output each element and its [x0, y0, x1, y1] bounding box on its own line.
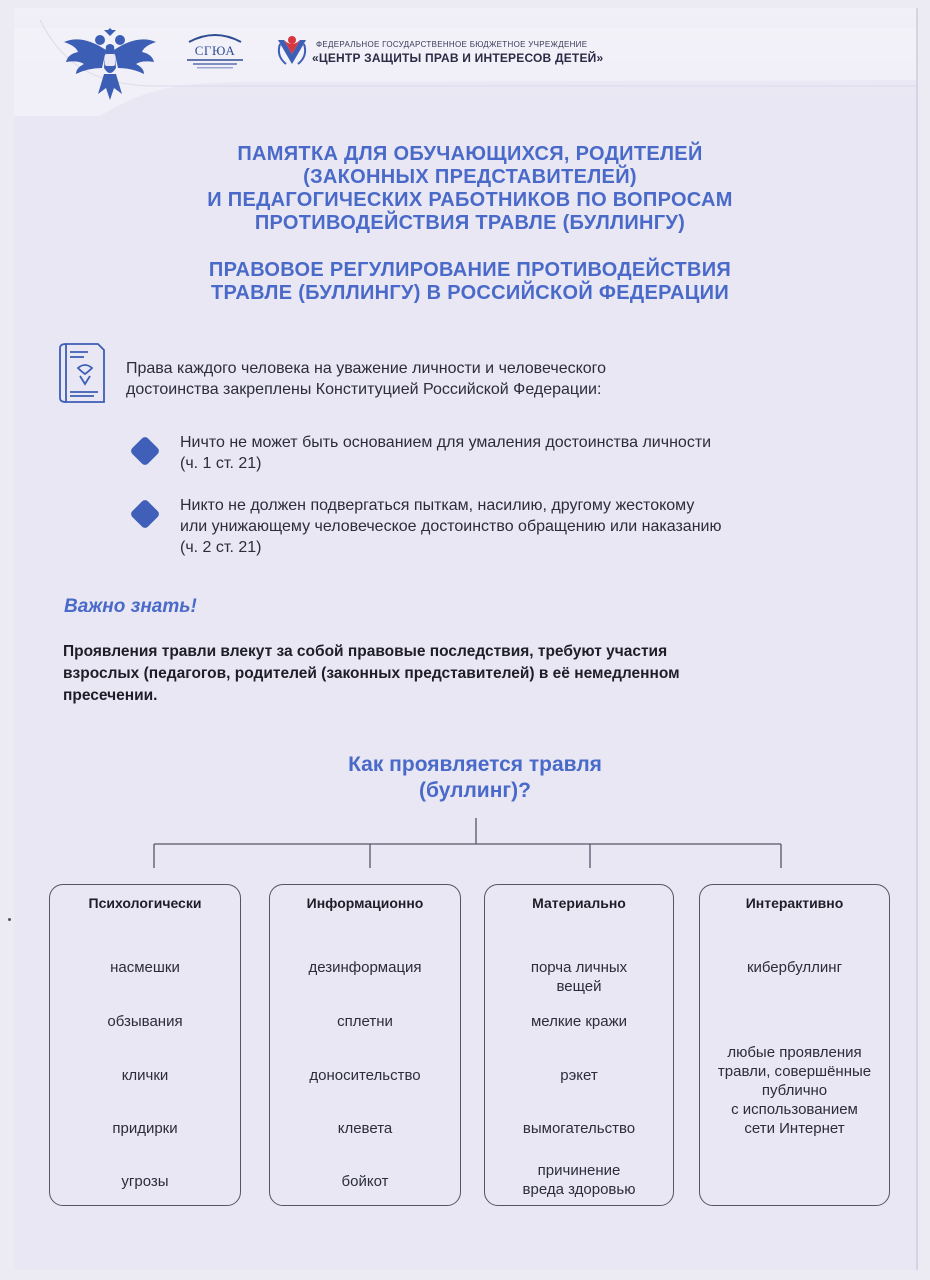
category-item: сплетни — [337, 1013, 393, 1030]
important-line: взрослых (педагогов, родителей (законных представителей) в её немедленном — [63, 665, 680, 682]
how-title-line: Как проявляется травля — [348, 753, 602, 776]
category-title: Информационно — [306, 895, 424, 911]
main-title-line: (ЗАКОННЫХ ПРЕДСТАВИТЕЛЕЙ) — [303, 166, 637, 188]
main-title-line: ПРОТИВОДЕЙСТВИЯ ТРАВЛЕ (БУЛЛИНГУ) — [254, 212, 686, 234]
bullet-line: Ничто не может быть основанием для умаления достоинства личности — [180, 434, 712, 451]
category-box-interactive — [699, 884, 890, 1206]
bullet-line: или унижающему человеческое достоинство обращению или наказанию — [180, 518, 722, 535]
category-item: клички — [121, 1067, 169, 1084]
bullet-text-2 — [180, 495, 840, 558]
sub-title — [120, 259, 820, 305]
category-item-line: вреда здоровью — [522, 1181, 636, 1198]
sgua-logo — [183, 30, 247, 70]
category-item — [485, 1161, 673, 1199]
category-item: обзывания — [107, 1013, 183, 1030]
category-item: клевета — [337, 1120, 393, 1137]
main-title-line: И ПЕДАГОГИЧЕСКИХ РАБОТНИКОВ ПО ВОПРОСАМ — [207, 189, 733, 211]
category-title: Материально — [532, 895, 626, 911]
scan-speck — [8, 918, 11, 921]
bullet-line: Никто не должен подвергаться пыткам, насилию, другому жестокому — [180, 497, 695, 514]
sgua-logo-text: СГЮА — [194, 43, 236, 58]
category-item-line: любые проявления — [727, 1044, 862, 1061]
main-title — [120, 143, 820, 235]
category-box-informational — [269, 884, 461, 1206]
category-title: Психологически — [88, 895, 202, 911]
important-paragraph — [63, 641, 843, 707]
important-line: пресечении. — [63, 687, 158, 704]
main-title-line: ПАМЯТКА ДЛЯ ОБУЧАЮЩИХСЯ, РОДИТЕЛЕЙ — [237, 143, 703, 165]
category-item: мелкие кражи — [530, 1013, 628, 1030]
category-item: угрозы — [121, 1173, 169, 1190]
intro-paragraph — [126, 358, 766, 400]
category-item: бойкот — [341, 1173, 389, 1190]
important-line: Проявления травли влекут за собой правовые последствия, требуют участия — [63, 643, 668, 660]
category-item-line: порча личных — [530, 959, 628, 976]
category-item: придирки — [112, 1120, 178, 1137]
bullet-line: (ч. 2 ст. 21) — [180, 539, 262, 556]
category-box-material — [484, 884, 674, 1206]
category-item-line: травли, совершённые — [717, 1063, 872, 1080]
bullet-text-1 — [180, 432, 840, 474]
category-item: насмешки — [110, 959, 180, 976]
how-title-line: (буллинг)? — [419, 779, 531, 802]
category-item: дезинформация — [308, 959, 422, 976]
category-item — [700, 1043, 889, 1138]
category-item-line: сети Интернет — [744, 1120, 845, 1137]
category-title: Интерактивно — [745, 895, 844, 911]
category-item-line: причинение — [537, 1162, 621, 1179]
intro-line: Права каждого человека на уважение личности и человеческого — [126, 360, 607, 377]
center-logo-icon — [274, 34, 310, 70]
how-bullying-title — [240, 752, 710, 804]
org-name-line1: ФЕДЕРАЛЬНОЕ ГОСУДАРСТВЕННОЕ БЮДЖЕТНОЕ УЧРЕЖДЕНИЕ — [316, 40, 588, 49]
intro-line: достоинства закреплены Конституцией Российской Федерации: — [126, 381, 602, 398]
category-item-line: с использованием — [731, 1101, 858, 1118]
category-item: рэкет — [560, 1067, 598, 1084]
category-item-line: публично — [761, 1082, 828, 1099]
category-item: вымогательство — [522, 1120, 636, 1137]
eagle-emblem-icon — [62, 28, 158, 104]
org-name-line2: «ЦЕНТР ЗАЩИТЫ ПРАВ И ИНТЕРЕСОВ ДЕТЕЙ» — [312, 51, 604, 65]
sub-title-line: ТРАВЛЕ (БУЛЛИНГУ) В РОССИЙСКОЙ ФЕДЕРАЦИИ — [210, 282, 729, 304]
category-box-psychological — [49, 884, 241, 1206]
sub-title-line: ПРАВОВОЕ РЕГУЛИРОВАНИЕ ПРОТИВОДЕЙСТВИЯ — [208, 259, 732, 281]
category-item: кибербуллинг — [746, 959, 843, 976]
category-item-line: вещей — [556, 978, 602, 995]
category-item: доносительство — [309, 1067, 421, 1084]
bullet-line: (ч. 1 ст. 21) — [180, 455, 262, 472]
important-heading: Важно знать! — [64, 596, 197, 617]
category-item — [485, 958, 673, 996]
constitution-document-icon — [58, 342, 106, 404]
